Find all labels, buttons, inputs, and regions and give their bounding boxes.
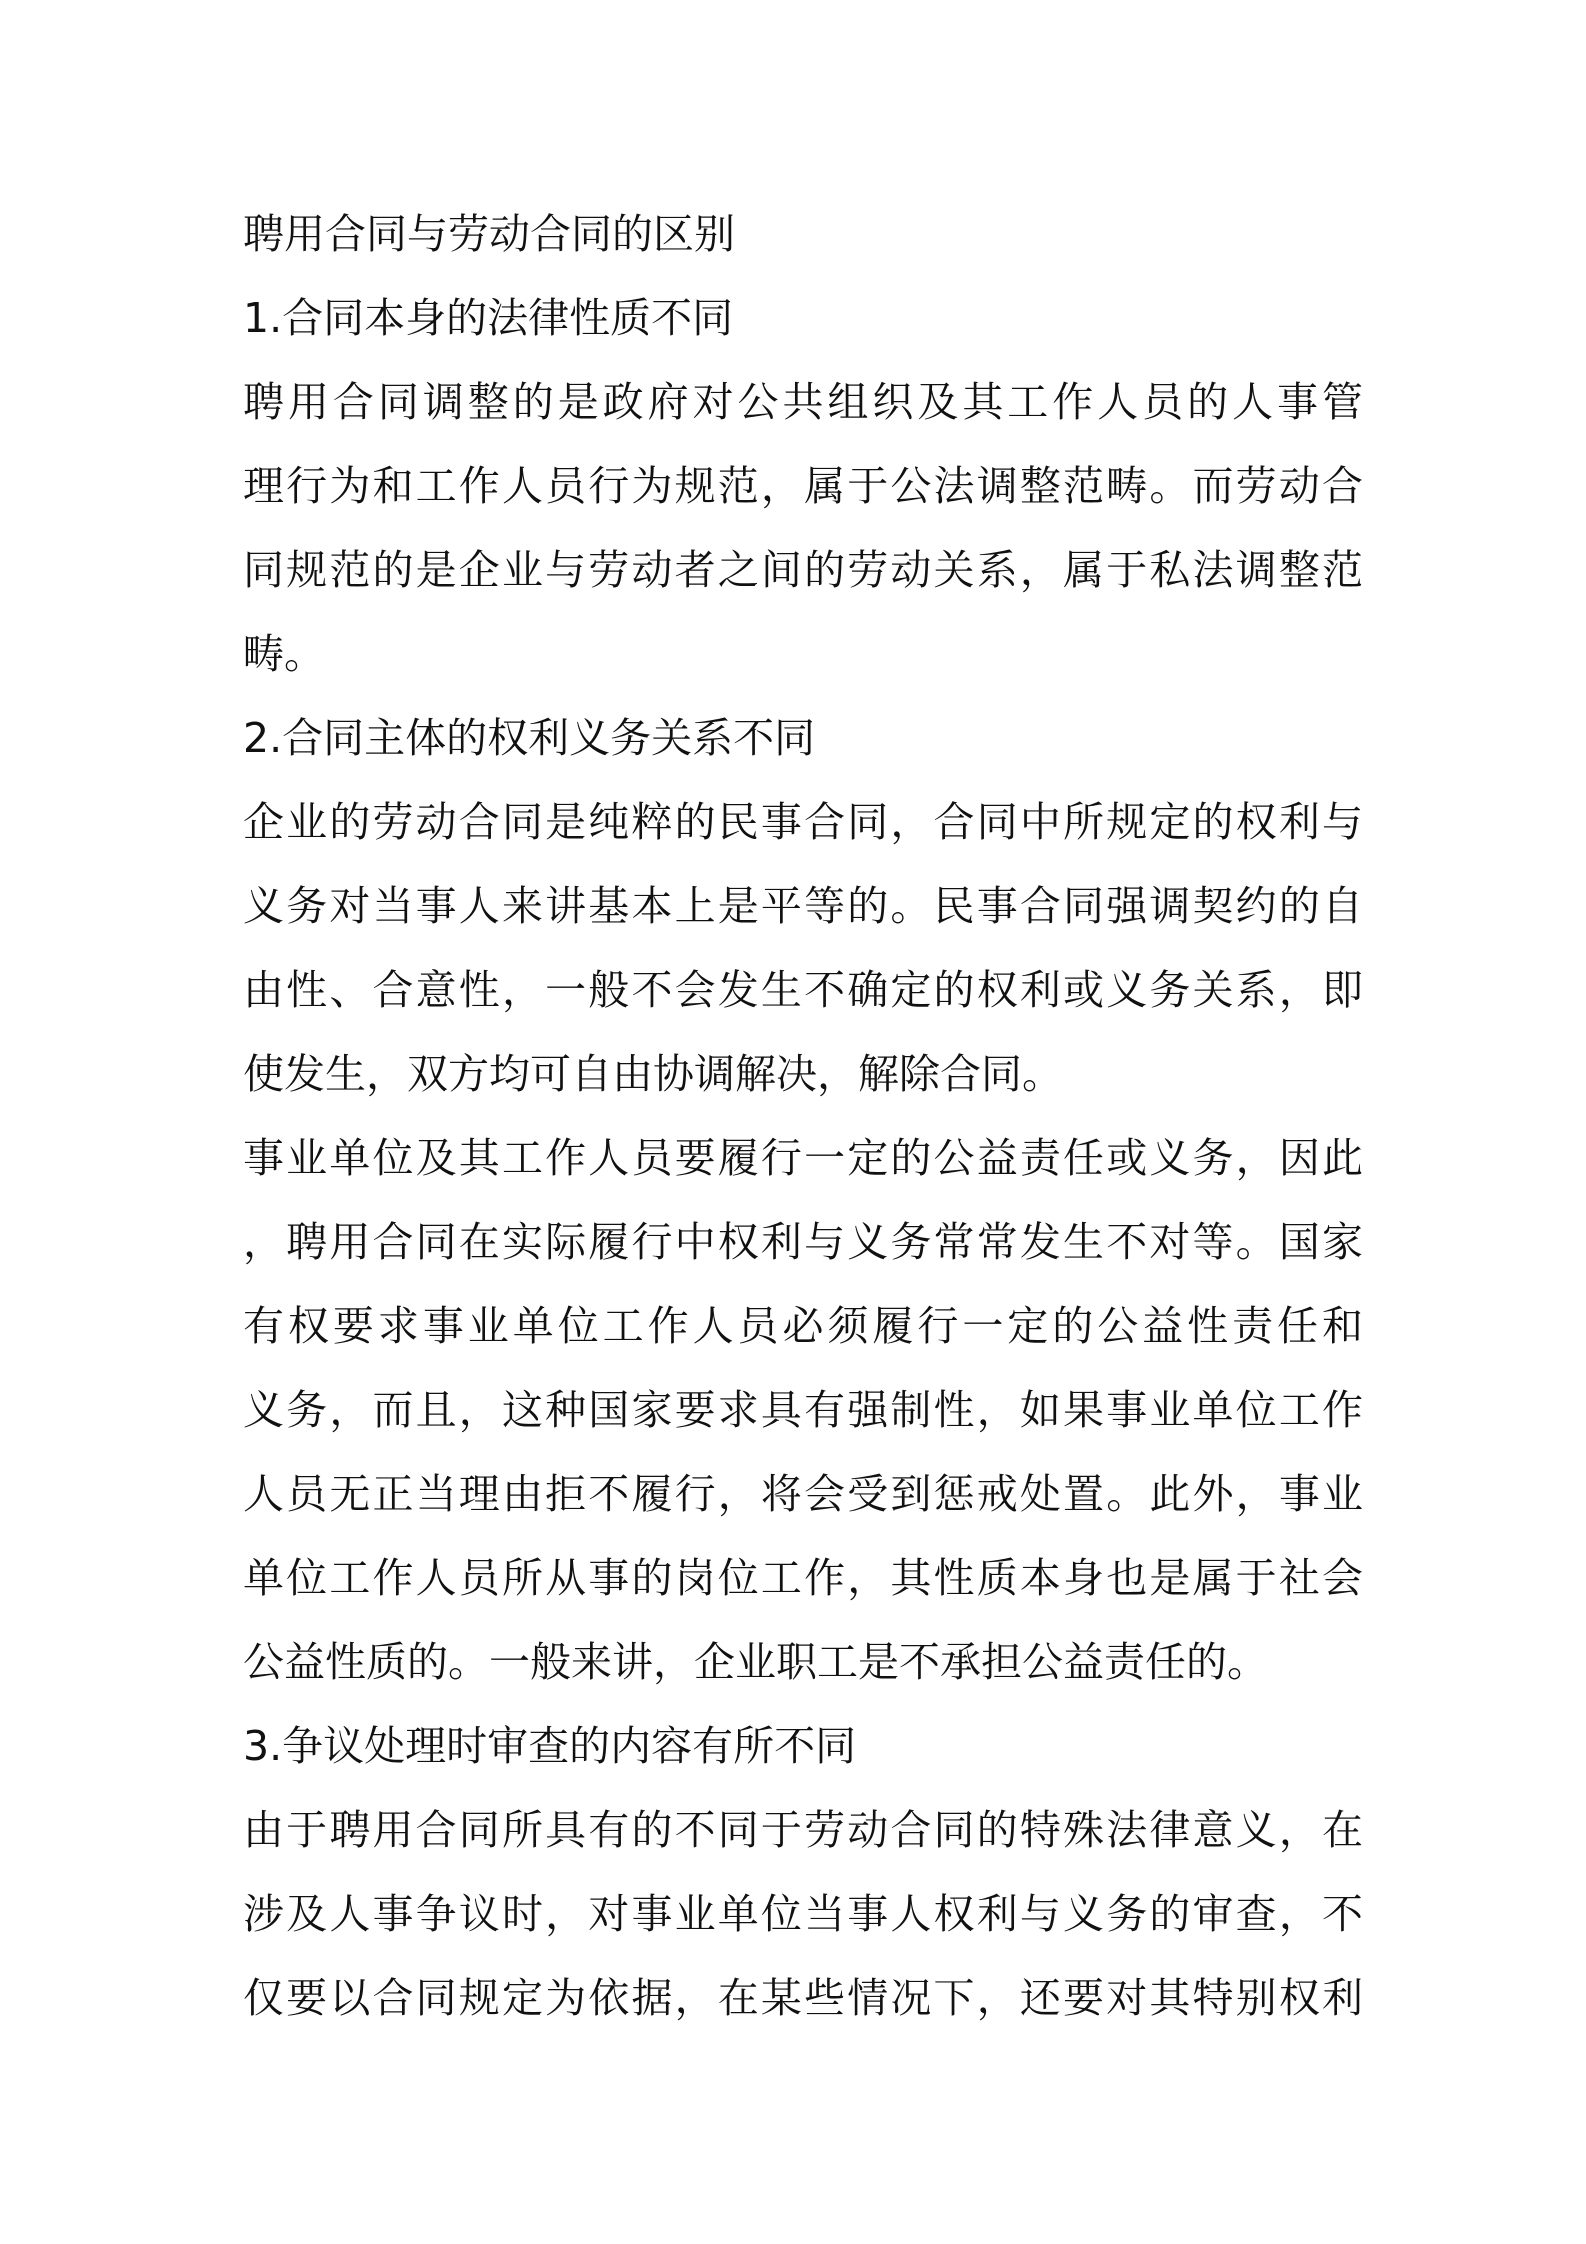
paragraph-line: 单位工作人员所从事的岗位工作，其性质本身也是属于社会 [243, 1554, 1363, 1602]
document-page [243, 192, 1363, 2040]
section-heading: 1.合同本身的法律性质不同 [243, 294, 734, 342]
paragraph [243, 360, 1363, 696]
paragraph-line: ，聘用合同在实际履行中权利与义务常常发生不对等。国家 [243, 1218, 1363, 1266]
paragraph-line: 仅要以合同规定为依据，在某些情况下，还要对其特别权利 [243, 1974, 1363, 2022]
paragraph-line: 人员无正当理由拒不履行，将会受到惩戒处置。此外，事业 [243, 1470, 1363, 1518]
paragraph-line: 有权要求事业单位工作人员必须履行一定的公益性责任和 [243, 1302, 1363, 1350]
section-heading: 2.合同主体的权利义务关系不同 [243, 714, 816, 762]
paragraph-line: 由性、合意性，一般不会发生不确定的权利或义务关系，即 [243, 966, 1363, 1014]
paragraph-line: 涉及人事争议时，对事业单位当事人权利与义务的审查，不 [243, 1890, 1363, 1938]
paragraph-line: 义务，而且，这种国家要求具有强制性，如果事业单位工作 [243, 1386, 1363, 1434]
paragraph-line: 公益性质的。一般来讲，企业职工是不承担公益责任的。 [243, 1638, 1268, 1686]
paragraph-line: 由于聘用合同所具有的不同于劳动合同的特殊法律意义，在 [243, 1806, 1363, 1854]
paragraph-line: 理行为和工作人员行为规范，属于公法调整范畴。而劳动合 [243, 462, 1363, 510]
paragraph-line: 聘用合同调整的是政府对公共组织及其工作人员的人事管 [243, 378, 1363, 426]
paragraph-line: 事业单位及其工作人员要履行一定的公益责任或义务，因此 [243, 1134, 1363, 1182]
paragraph-line: 同规范的是企业与劳动者之间的劳动关系，属于私法调整范 [243, 546, 1363, 594]
section-heading: 3.争议处理时审查的内容有所不同 [243, 1722, 857, 1770]
paragraph [243, 1788, 1363, 2040]
paragraph-line: 畴。 [243, 630, 325, 678]
paragraph-line: 企业的劳动合同是纯粹的民事合同，合同中所规定的权利与 [243, 798, 1363, 846]
paragraph [243, 780, 1363, 1116]
paragraph-line: 使发生，双方均可自由协调解决，解除合同。 [243, 1050, 1063, 1098]
paragraph [243, 1116, 1363, 1704]
document-title: 聘用合同与劳动合同的区别 [243, 210, 735, 258]
paragraph-line: 义务对当事人来讲基本上是平等的。民事合同强调契约的自 [243, 882, 1363, 930]
